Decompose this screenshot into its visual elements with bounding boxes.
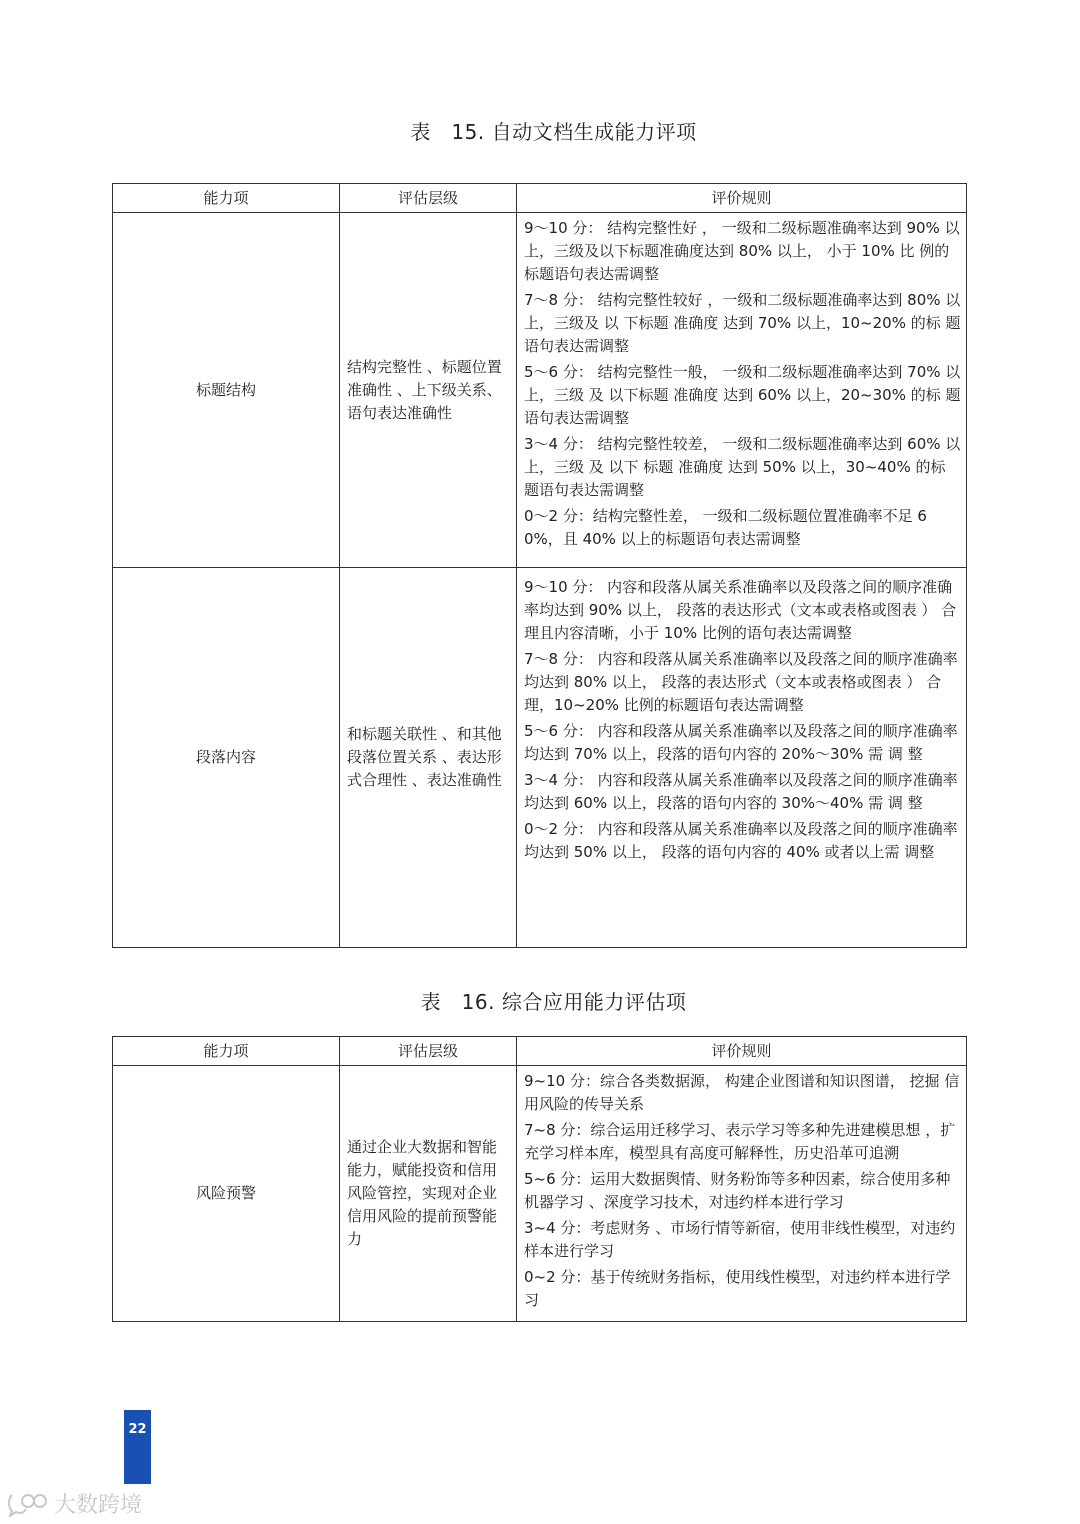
page-number: 22 — [124, 1410, 151, 1484]
rule-text: 5～6 分： 内容和段落从属关系准确率以及段落之间的顺序准确率均达到 70% 以上，段落的语句内容的 20%～30% 需 调 整 — [524, 722, 958, 763]
rule-text: 5～6 分： 结构完整性一般， 一级和二级标题准确率达到 70% 以 上，三级 及 以下标题 准确度 达到 60% 以上，20~30% 的标 题语句表达需调整 — [524, 363, 961, 427]
watermark-text: 大数跨境 — [54, 1493, 143, 1518]
table15-caption: 表 15. 自动文档生成能力评项 — [410, 120, 697, 144]
rule-text: 0～2 分： 内容和段落从属关系准确率以及段落之间的顺序准确率均达到 50% 以上， 段落的语句内容的 40% 或者以上需 调整 — [524, 820, 958, 861]
rule-text: 9～10 分： 内容和段落从属关系准确率以及段落之间的顺序准确率均达到 90% 以上， 段落的表达形式（文本或表格或图表 ） 合理且内容清晰，小于 10% 比例的语句表达需调整 — [524, 578, 957, 642]
header-level: 评估层级 — [340, 1037, 517, 1066]
capability-cell: 段落内容 — [113, 568, 340, 948]
chat-bubble-icon — [6, 1491, 50, 1517]
table-row — [113, 213, 967, 568]
header-rules: 评价规则 — [517, 184, 967, 213]
rule-text: 0~2 分：基于传统财务指标，使用线性模型，对违约样本进行学习 — [524, 1268, 951, 1309]
rule-text: 3～4 分： 内容和段落从属关系准确率以及段落之间的顺序准确率均达到 60% 以上，段落的语句内容的 30%～40% 需 调 整 — [524, 771, 958, 812]
rules-cell — [517, 1066, 967, 1322]
level-cell: 结构完整性 、标题位置准确性 、上下级关系、语句表达准确性 — [340, 213, 517, 568]
rule-text: 3~4 分：考虑财务 、市场行情等新宿，使用非线性模型，对违约样本进行学习 — [524, 1219, 956, 1260]
level-cell: 和标题关联性 、和其他段落位置关系 、表达形式合理性 、表达准确性 — [340, 568, 517, 948]
rule-text: 7~8 分：综合运用迁移学习、表示学习等多种先进建模思想 ，扩充学习样本库，模型具有高度可解释性，历史沿革可追溯 — [524, 1121, 956, 1162]
rule-text: 0～2 分：结构完整性差， 一级和二级标题位置准确率不足 60%，且 40% 以上的标题语句表达需调整 — [524, 507, 927, 548]
rule-text: 7～8 分： 内容和段落从属关系准确率以及段落之间的顺序准确率均达到 80% 以上， 段落的表达形式（文本或表格或图表 ） 合理，10~20% 比例的标题语句表达需调整 — [524, 650, 958, 714]
capability-cell: 风险预警 — [113, 1066, 340, 1322]
rule-text: 9~10 分：综合各类数据源， 构建企业图谱和知识图谱， 挖掘 信用风险的传导关系 — [524, 1072, 960, 1113]
rule-text: 5~6 分：运用大数据舆情、财务粉饰等多种因素，综合使用多种机器学习 、深度学习技术，对违约样本进行学习 — [524, 1170, 951, 1211]
header-capability: 能力项 — [113, 184, 340, 213]
table16-caption: 表 16. 综合应用能力评估项 — [420, 990, 687, 1014]
level-cell: 通过企业大数据和智能能力，赋能投资和信用风险管控，实现对企业信用风险的提前预警能力 — [340, 1066, 517, 1322]
rules-cell — [517, 213, 967, 568]
table-row — [113, 1066, 967, 1322]
table15 — [112, 183, 967, 948]
rule-text: 3～4 分： 结构完整性较差， 一级和二级标题准确率达到 60% 以上，三级 及 以下 标题 准确度 达到 50% 以上，30~40% 的标 题语句表达需调整 — [524, 435, 961, 499]
table-row — [113, 568, 967, 948]
rule-text: 7～8 分： 结构完整性较好 ，一级和二级标题准确率达到 80% 以上，三级及 以 下标题 准确度 达到 70% 以上，10~20% 的标 题语句表达需调整 — [524, 291, 961, 355]
table15-header-row — [113, 184, 967, 213]
header-level: 评估层级 — [340, 184, 517, 213]
rule-text: 9～10 分： 结构完整性好 ， 一级和二级标题准确率达到 90% 以上，三级及以下标题准确度达到 80% 以上， 小于 10% 比 例的标题语句表达需调整 — [524, 219, 960, 283]
header-rules: 评价规则 — [517, 1037, 967, 1066]
table16-header-row — [113, 1037, 967, 1066]
header-capability: 能力项 — [113, 1037, 340, 1066]
capability-cell: 标题结构 — [113, 213, 340, 568]
table16 — [112, 1036, 967, 1322]
watermark — [6, 1488, 142, 1519]
rules-cell — [517, 568, 967, 948]
